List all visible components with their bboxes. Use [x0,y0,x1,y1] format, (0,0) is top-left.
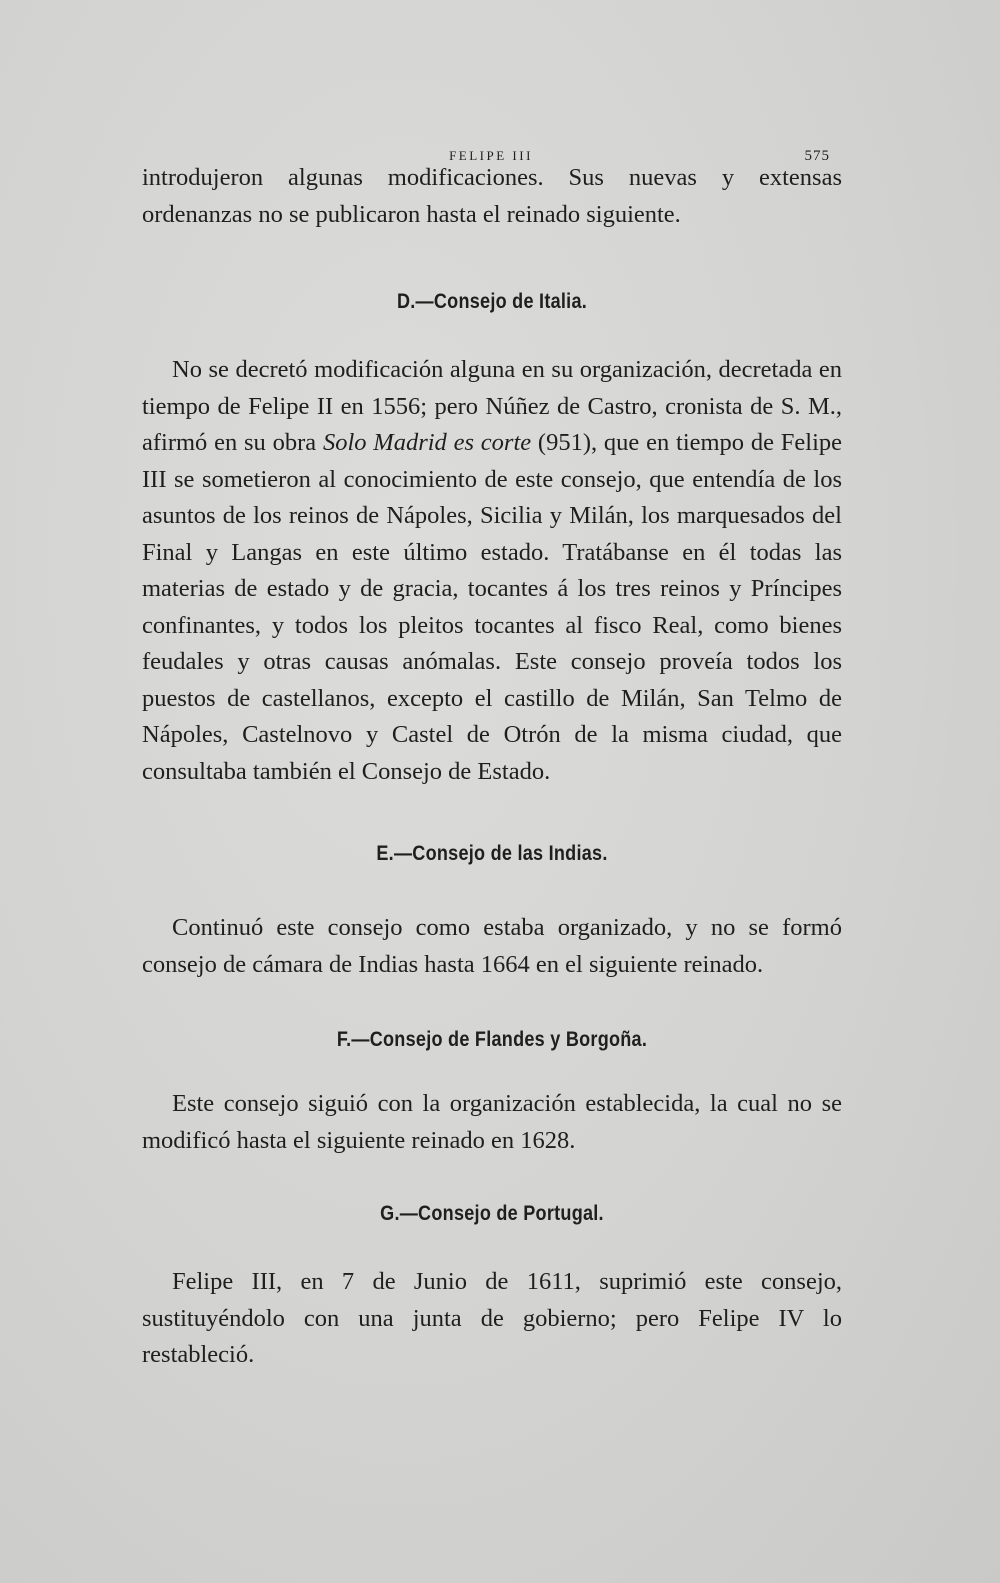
paragraph-flandes: Este consejo siguió con la organización establecida, la cual no se modificó hasta el siguiente reinado en 1628. [142,1090,842,1154]
section-heading-indias: E.—Consejo de las Indias. [376,842,608,865]
running-title: FELIPE III [449,148,533,163]
paragraph-italia-text-2: (951), que en tiempo de Felipe III se sometieron al conocimiento de este consejo, que entendía de los asuntos de los reinos de Nápoles, Sicilia y Milán, los marquesados del Final y Langas en este último estado. Tratábanse en él todas las materias de estado y de gracia, tocantes á los tres reinos y Príncipes confinantes, y todos los pleitos tocantes al fisco Real, como bienes feudales y otras causas anómalas. Este consejo proveía todos los puestos de castellanos, excepto el castillo de Milán, San Telmo de Nápoles, Castelnovo y Castel de Otrón de la misma ciudad, que consultaba también el Consejo de Estado. [142,429,843,785]
paragraph-portugal: Felipe III, en 7 de Junio de 1611, suprimió este consejo, sustituyéndolo con una junta de gobierno; pero Felipe IV lo restableció. [142,1268,842,1368]
paragraph-italia [142,352,842,790]
paragraph-italia-text-1: No se decretó modificación alguna en su organización, decretada en tiempo de Felipe II en 1556; pero Núñez de Castro, cronista de S. M., afirmó en su obra [142,356,842,456]
section-heading-flandes: F.—Consejo de Flandes y Borgoña. [336,1028,648,1051]
page-number: 575 [804,148,830,164]
paragraph-continuation: introdujeron algunas modificaciones. Sus nuevas y extensas ordenanzas no se publicaron hasta el reinado siguiente. [142,164,842,228]
paragraph-indias: Continuó este consejo como estaba organizado, y no se formó consejo de cámara de Indias hasta 1664 en el siguiente reinado. [142,914,842,978]
section-heading-italia: D.—Consejo de Italia. [396,290,588,313]
section-heading-portugal: G.—Consejo de Portugal. [380,1202,604,1225]
book-title-italic: Solo Madrid es corte [322,429,532,456]
